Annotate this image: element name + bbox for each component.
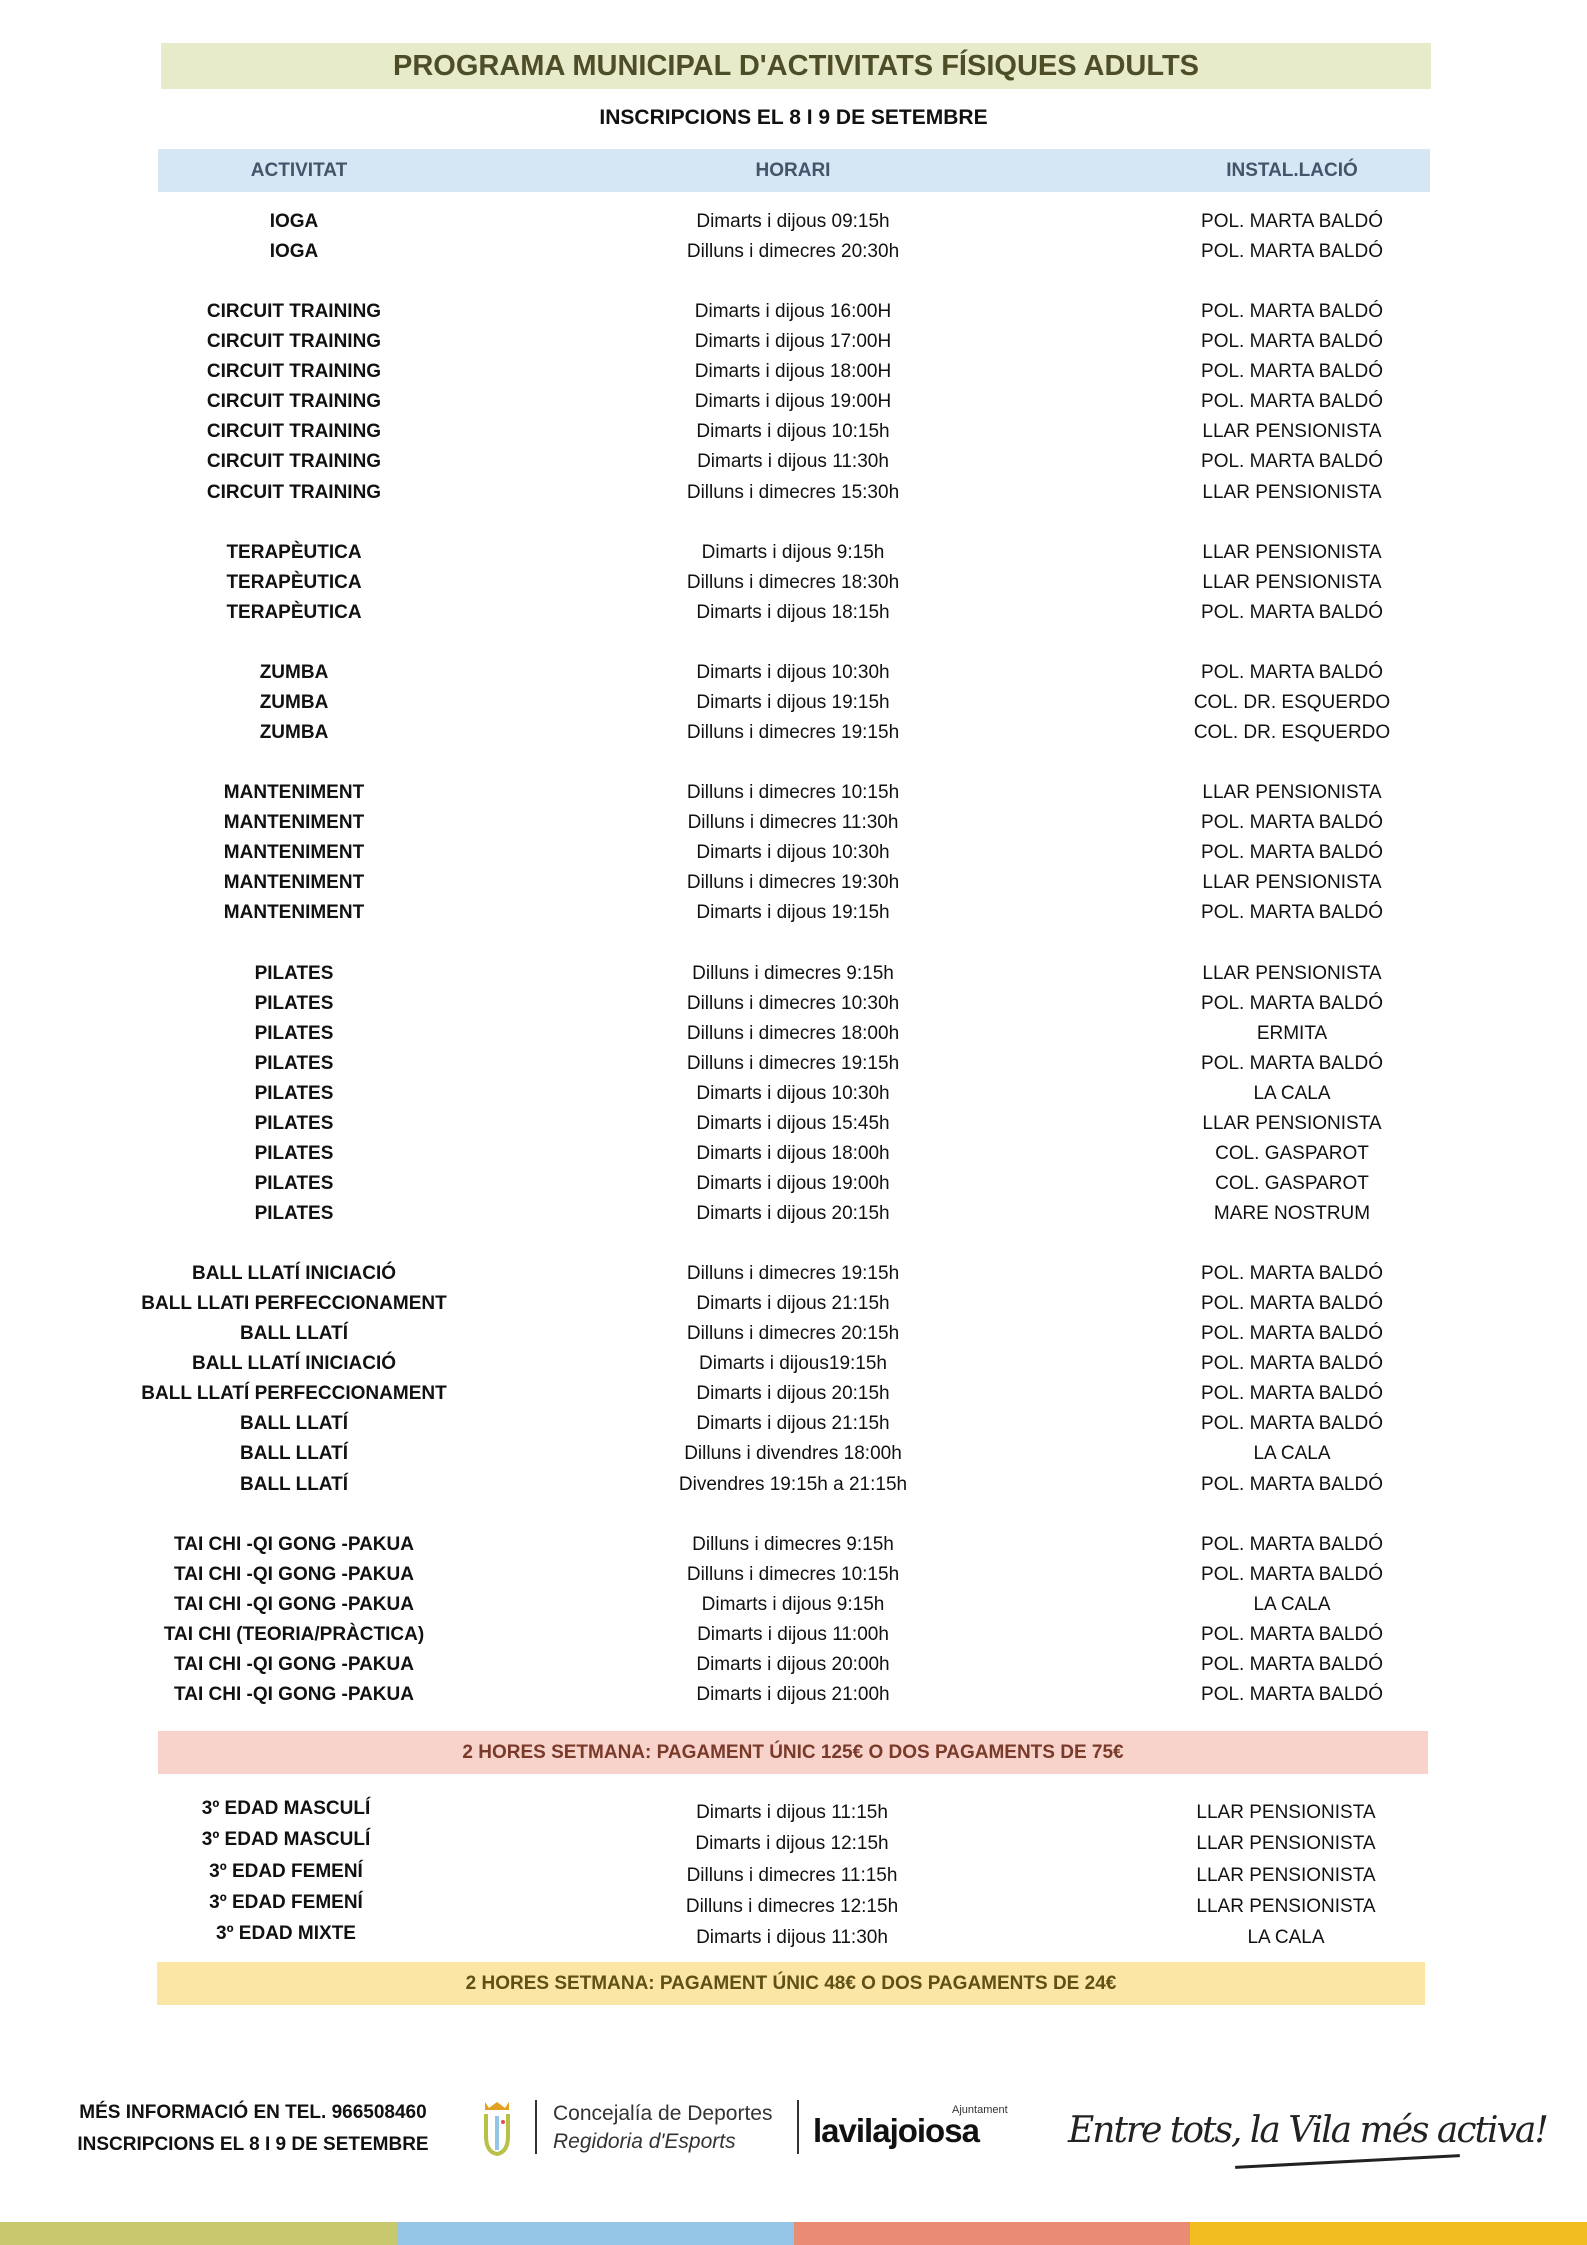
venue-cell: COL. GASPAROT bbox=[1215, 1172, 1369, 1194]
schedule-cell: Dimarts i dijous 18:00h bbox=[696, 1142, 890, 1164]
council-label: Ajuntament bbox=[952, 2104, 1008, 2116]
venue-cell: POL. MARTA BALDÓ bbox=[1201, 1683, 1383, 1705]
dept-name-ca: Regidoria d'Esports bbox=[553, 2130, 736, 2153]
activity-cell: BALL LLATÍ INICIACIÓ bbox=[191, 1353, 397, 1375]
footer-info: MÉS INFORMACIÓ EN TEL. 966508460 bbox=[79, 2102, 427, 2123]
price-banner-senior: 2 HORES SETMANA: PAGAMENT ÚNIC 48€ O DOS PAGAMENTS DE 24€ bbox=[157, 1962, 1425, 2005]
senior-schedule-cell: Dimarts i dijous 11:30h bbox=[696, 1927, 888, 1949]
venue-cell: POL. MARTA BALDÓ bbox=[1201, 992, 1383, 1014]
activity-cell: PILATES bbox=[254, 1142, 334, 1164]
activity-cell: PILATES bbox=[254, 1082, 334, 1104]
table-header bbox=[158, 149, 1430, 192]
venue-cell: POL. MARTA BALDÓ bbox=[1201, 301, 1383, 323]
venue-cell: POL. MARTA BALDÓ bbox=[1201, 241, 1383, 263]
activity-cell: MANTENIMENT bbox=[223, 902, 365, 924]
venue-cell: POL. MARTA BALDÓ bbox=[1201, 1473, 1383, 1495]
venue-cell: POL. MARTA BALDÓ bbox=[1201, 451, 1383, 473]
venue-cell: LA CALA bbox=[1253, 1593, 1331, 1615]
senior-schedule-cell: Dilluns i dimecres 11:15h bbox=[686, 1864, 898, 1886]
activity-cell: CIRCUIT TRAINING bbox=[206, 301, 382, 323]
activity-cell: BALL LLATÍ bbox=[240, 1323, 348, 1345]
venue-cell: LLAR PENSIONISTA bbox=[1202, 962, 1382, 984]
price-banner-general: 2 HORES SETMANA: PAGAMENT ÚNIC 125€ O DOS PAGAMENTS DE 75€ bbox=[158, 1731, 1428, 1774]
venue-cell: POL. MARTA BALDÓ bbox=[1201, 1533, 1383, 1555]
activity-cell: BALL LLATÍ PERFECCIONAMENT bbox=[141, 1383, 447, 1405]
schedule-cell: Dilluns i dimecres 19:15h bbox=[686, 1263, 900, 1285]
activity-cell: PILATES bbox=[254, 1172, 334, 1194]
senior-schedule-cell: Dimarts i dijous 11:15h bbox=[696, 1802, 888, 1823]
schedule-cell: Dimarts i dijous 18:15h bbox=[696, 601, 890, 623]
venue-cell: LA CALA bbox=[1253, 1082, 1331, 1104]
schedule-cell: Dimarts i dijous 10:30h bbox=[696, 842, 890, 864]
activity-cell: IOGA bbox=[269, 211, 319, 232]
schedule-cell: Dilluns i dimecres 15:30h bbox=[686, 481, 900, 503]
council-logo: lavilajoiosa bbox=[813, 2112, 979, 2149]
activity-cell: PILATES bbox=[254, 962, 334, 984]
schedule-cell: Dimarts i dijous 9:15h bbox=[701, 1593, 885, 1615]
schedule-cell: Dimarts i dijous 18:00H bbox=[694, 361, 892, 383]
activity-cell: BALL LLATÍ bbox=[240, 1443, 348, 1465]
venue-cell: POL. MARTA BALDÓ bbox=[1201, 391, 1383, 413]
senior-schedule-cell: Dilluns i dimecres 12:15h bbox=[685, 1895, 899, 1917]
schedule-cell: Dimarts i dijous 10:30h bbox=[696, 1082, 890, 1104]
venue-cell: POL. MARTA BALDÓ bbox=[1201, 1413, 1383, 1435]
venue-cell: LLAR PENSIONISTA bbox=[1202, 541, 1382, 563]
column-header-activity: ACTIVITAT bbox=[250, 159, 348, 181]
schedule-cell: Dimarts i dijous 16:00H bbox=[694, 301, 892, 323]
page-subtitle: INSCRIPCIONS EL 8 I 9 DE SETEMBRE bbox=[599, 106, 988, 129]
color-bar-green bbox=[0, 2222, 397, 2245]
color-bar-coral bbox=[794, 2222, 1191, 2245]
slogan-underline bbox=[1235, 2154, 1460, 2169]
activity-cell: IOGA bbox=[269, 241, 319, 263]
senior-activity-cell: 3º EDAD MASCULÍ bbox=[201, 1829, 371, 1851]
schedule-cell: Dimarts i dijous 15:45h bbox=[696, 1112, 890, 1134]
schedule-cell: Dilluns i dimecres 9:15h bbox=[692, 1533, 894, 1555]
venue-cell: POL. MARTA BALDÓ bbox=[1201, 1353, 1383, 1375]
venue-cell: LLAR PENSIONISTA bbox=[1202, 1112, 1382, 1134]
venue-cell: COL. GASPAROT bbox=[1215, 1142, 1369, 1164]
venue-cell: LLAR PENSIONISTA bbox=[1202, 421, 1382, 443]
activity-cell: BALL LLATÍ bbox=[240, 1413, 348, 1435]
schedule-cell: Dimarts i dijous 17:00H bbox=[694, 331, 892, 353]
schedule-cell: Dilluns i dimecres 10:15h bbox=[686, 1563, 900, 1585]
schedule-cell: Dimarts i dijous 20:15h bbox=[696, 1383, 890, 1405]
venue-cell: POL. MARTA BALDÓ bbox=[1201, 661, 1383, 683]
venue-cell: POL. MARTA BALDÓ bbox=[1201, 1263, 1383, 1285]
schedule-cell: Dilluns i dimecres 10:30h bbox=[686, 992, 900, 1014]
venue-cell: ERMITA bbox=[1256, 1022, 1328, 1044]
venue-cell: POL. MARTA BALDÓ bbox=[1201, 1653, 1383, 1675]
schedule-cell: Dimarts i dijous 21:15h bbox=[696, 1293, 890, 1315]
activity-cell: TERAPÈUTICA bbox=[226, 601, 362, 623]
schedule-cell: Dimarts i dijous19:15h bbox=[699, 1353, 887, 1375]
schedule-cell: Dilluns i dimecres 9:15h bbox=[692, 962, 894, 984]
activity-cell: TAI CHI -QI GONG -PAKUA bbox=[174, 1653, 414, 1675]
schedule-cell: Dimarts i dijous 21:00h bbox=[696, 1683, 890, 1705]
senior-activity-cell: 3º EDAD MIXTE bbox=[216, 1923, 356, 1945]
schedule-cell: Dilluns i dimecres 20:30h bbox=[686, 241, 900, 263]
senior-activity-cell: 3º EDAD FEMENÍ bbox=[209, 1891, 363, 1913]
page-title: PROGRAMA MUNICIPAL D'ACTIVITATS FÍSIQUES ADULTS bbox=[161, 43, 1431, 89]
senior-venue-cell: LA CALA bbox=[1247, 1927, 1325, 1949]
schedule-cell: Dimarts i dijous 19:00h bbox=[696, 1172, 890, 1194]
schedule-cell: Dilluns i dimecres 11:30h bbox=[687, 812, 899, 834]
schedule-cell: Dimarts i dijous 9:15h bbox=[701, 541, 885, 563]
schedule-cell: Dimarts i dijous 20:15h bbox=[696, 1202, 890, 1224]
venue-cell: COL. DR. ESQUERDO bbox=[1193, 691, 1391, 713]
activity-cell: MANTENIMENT bbox=[223, 812, 365, 834]
activity-cell: PILATES bbox=[254, 1202, 334, 1224]
venue-cell: LA CALA bbox=[1253, 1443, 1331, 1465]
activity-cell: BALL LLATÍ bbox=[240, 1473, 348, 1495]
senior-activity-cell: 3º EDAD MASCULÍ bbox=[201, 1798, 371, 1819]
activity-cell: CIRCUIT TRAINING bbox=[206, 421, 382, 443]
footer-registration: INSCRIPCIONS EL 8 I 9 DE SETEMBRE bbox=[77, 2134, 429, 2155]
venue-cell: LLAR PENSIONISTA bbox=[1202, 481, 1382, 503]
column-header-schedule: HORARI bbox=[755, 159, 831, 181]
senior-schedule-cell: Dimarts i dijous 12:15h bbox=[695, 1833, 889, 1855]
activity-cell: CIRCUIT TRAINING bbox=[206, 481, 382, 503]
schedule-cell: Dimarts i dijous 20:00h bbox=[696, 1653, 890, 1675]
activity-cell: PILATES bbox=[254, 1112, 334, 1134]
activity-cell: BALL LLATI PERFECCIONAMENT bbox=[141, 1293, 447, 1315]
slogan: Entre tots, la Vila més activa! bbox=[1068, 2110, 1547, 2151]
schedule-cell: Dilluns i dimecres 19:30h bbox=[686, 872, 900, 894]
venue-cell: POL. MARTA BALDÓ bbox=[1201, 211, 1383, 232]
senior-venue-cell: LLAR PENSIONISTA bbox=[1196, 1895, 1376, 1917]
schedule-cell: Dimarts i dijous 19:15h bbox=[696, 902, 890, 924]
activity-cell: ZUMBA bbox=[259, 722, 329, 744]
venue-cell: POL. MARTA BALDÓ bbox=[1201, 1323, 1383, 1345]
crest-logo-icon bbox=[482, 2100, 512, 2156]
venue-cell: COL. DR. ESQUERDO bbox=[1193, 722, 1391, 744]
column-header-venue: INSTAL.LACIÓ bbox=[1226, 159, 1358, 181]
schedule-cell: Dimarts i dijous 11:00h bbox=[697, 1623, 889, 1645]
venue-cell: POL. MARTA BALDÓ bbox=[1201, 842, 1383, 864]
schedule-cell: Dimarts i dijous 11:30h bbox=[697, 451, 889, 473]
schedule-cell: Dimarts i dijous 21:15h bbox=[696, 1413, 890, 1435]
activity-cell: TAI CHI -QI GONG -PAKUA bbox=[174, 1683, 414, 1705]
venue-cell: POL. MARTA BALDÓ bbox=[1201, 812, 1383, 834]
senior-activity-cell: 3º EDAD FEMENÍ bbox=[209, 1860, 363, 1882]
venue-cell: POL. MARTA BALDÓ bbox=[1201, 1383, 1383, 1405]
schedule-cell: Divendres 19:15h a 21:15h bbox=[678, 1473, 908, 1495]
venue-cell: POL. MARTA BALDÓ bbox=[1201, 902, 1383, 924]
color-bar-yellow bbox=[1190, 2222, 1587, 2245]
venue-cell: POL. MARTA BALDÓ bbox=[1201, 1563, 1383, 1585]
venue-cell: POL. MARTA BALDÓ bbox=[1201, 1293, 1383, 1315]
venue-cell: POL. MARTA BALDÓ bbox=[1201, 1623, 1383, 1645]
activity-cell: TAI CHI -QI GONG -PAKUA bbox=[174, 1593, 414, 1615]
senior-venue-cell: LLAR PENSIONISTA bbox=[1196, 1833, 1376, 1855]
activity-cell: BALL LLATÍ INICIACIÓ bbox=[191, 1263, 397, 1285]
schedule-cell: Dilluns i dimecres 19:15h bbox=[686, 1052, 900, 1074]
activity-cell: TAI CHI -QI GONG -PAKUA bbox=[174, 1533, 414, 1555]
activity-cell: CIRCUIT TRAINING bbox=[206, 391, 382, 413]
activity-cell: MANTENIMENT bbox=[223, 842, 365, 864]
schedule-cell: Dilluns i divendres 18:00h bbox=[684, 1443, 902, 1465]
senior-venue-cell: LLAR PENSIONISTA bbox=[1196, 1802, 1376, 1823]
venue-cell: LLAR PENSIONISTA bbox=[1202, 782, 1382, 804]
activity-cell: ZUMBA bbox=[259, 661, 329, 683]
venue-cell: POL. MARTA BALDÓ bbox=[1201, 331, 1383, 353]
activity-cell: PILATES bbox=[254, 1052, 334, 1074]
schedule-cell: Dilluns i dimecres 20:15h bbox=[686, 1323, 900, 1345]
venue-cell: MARE NOSTRUM bbox=[1213, 1202, 1371, 1224]
activity-cell: MANTENIMENT bbox=[223, 782, 365, 804]
schedule-cell: Dilluns i dimecres 19:15h bbox=[686, 722, 900, 744]
schedule-cell: Dimarts i dijous 19:00H bbox=[694, 391, 892, 413]
activity-cell: PILATES bbox=[254, 992, 334, 1014]
senior-venue-cell: LLAR PENSIONISTA bbox=[1196, 1864, 1376, 1886]
activity-cell: PILATES bbox=[254, 1022, 334, 1044]
venue-cell: POL. MARTA BALDÓ bbox=[1201, 601, 1383, 623]
venue-cell: LLAR PENSIONISTA bbox=[1202, 571, 1382, 593]
schedule-cell: Dilluns i dimecres 10:15h bbox=[686, 782, 900, 804]
dept-name-es: Concejalía de Deportes bbox=[553, 2102, 773, 2125]
activity-cell: CIRCUIT TRAINING bbox=[206, 361, 382, 383]
divider bbox=[535, 2100, 537, 2154]
activity-cell: TAI CHI (TEORIA/PRÀCTICA) bbox=[163, 1623, 425, 1645]
venue-cell: LLAR PENSIONISTA bbox=[1202, 872, 1382, 894]
activity-cell: CIRCUIT TRAINING bbox=[206, 331, 382, 353]
activity-cell: TERAPÈUTICA bbox=[226, 571, 362, 593]
activity-cell: ZUMBA bbox=[259, 691, 329, 713]
activity-cell: CIRCUIT TRAINING bbox=[206, 451, 382, 473]
schedule-cell: Dimarts i dijous 19:15h bbox=[696, 691, 890, 713]
schedule-cell: Dimarts i dijous 09:15h bbox=[696, 211, 890, 232]
schedule-cell: Dimarts i dijous 10:30h bbox=[696, 661, 890, 683]
color-bar-blue bbox=[397, 2222, 794, 2245]
schedule-cell: Dilluns i dimecres 18:30h bbox=[686, 571, 900, 593]
divider bbox=[797, 2100, 799, 2154]
activity-cell: TAI CHI -QI GONG -PAKUA bbox=[174, 1563, 414, 1585]
venue-cell: POL. MARTA BALDÓ bbox=[1201, 1052, 1383, 1074]
activity-cell: MANTENIMENT bbox=[223, 872, 365, 894]
schedule-cell: Dilluns i dimecres 18:00h bbox=[686, 1022, 900, 1044]
venue-cell: POL. MARTA BALDÓ bbox=[1201, 361, 1383, 383]
schedule-cell: Dimarts i dijous 10:15h bbox=[696, 421, 890, 443]
activity-cell: TERAPÈUTICA bbox=[226, 541, 362, 563]
